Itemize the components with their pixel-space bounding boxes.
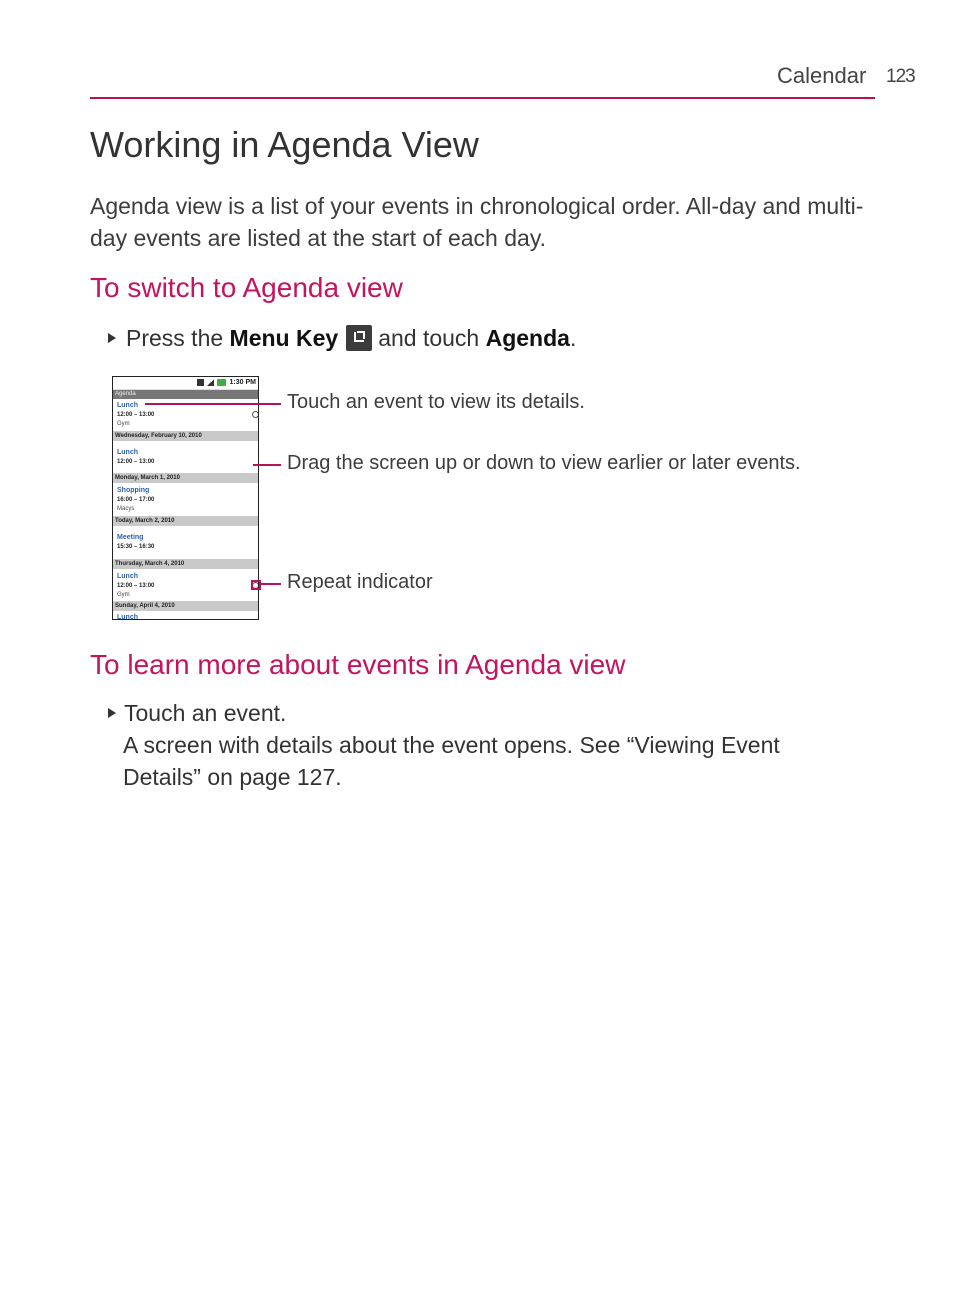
intro-paragraph: Agenda view is a list of your events in chronological order. All-day and multi-day events are listed at the start of each day.: [90, 193, 864, 251]
learn-heading: To learn more about events in Agenda view: [90, 649, 626, 680]
learn-detail-line2: Details” on page 127.: [123, 764, 342, 790]
event-title[interactable]: Lunch: [117, 449, 138, 456]
section-name: Calendar: [777, 63, 867, 88]
step-period: .: [569, 325, 577, 351]
step-press-text: Press the: [126, 325, 224, 351]
event-time: 12:00 – 13:00: [117, 459, 155, 465]
status-bar: [113, 377, 258, 390]
bullet-triangle-icon: [108, 708, 116, 718]
menu-key-label: Menu Key: [229, 325, 339, 351]
day-header: Monday, March 1, 2010: [113, 473, 258, 483]
event-time: 15:30 – 16:30: [117, 544, 155, 550]
step-and-touch-text: and touch: [378, 325, 480, 351]
day-header: Thursday, March 4, 2010: [113, 559, 258, 569]
event-title[interactable]: Meeting: [117, 534, 144, 541]
app-title: Agenda: [113, 390, 258, 399]
learn-step: Touch an event.: [124, 700, 287, 726]
day-header: Sunday, April 4, 2010: [113, 601, 258, 611]
bullet-triangle-icon: [108, 333, 116, 343]
callout-line-repeat: [259, 583, 281, 585]
event-title[interactable]: Lunch: [117, 402, 138, 409]
event-time: 16:00 – 17:00: [117, 497, 155, 503]
repeat-marker: [251, 580, 261, 590]
status-time: 1:30 PM: [229, 379, 256, 386]
event-location: Macys: [117, 506, 135, 512]
page-number: 123: [886, 66, 915, 87]
notification-icon: [197, 379, 204, 386]
event-title[interactable]: Lunch: [117, 614, 138, 620]
agenda-screenshot: [112, 376, 259, 620]
learn-detail-line1: A screen with details about the event opens. See “Viewing Event: [123, 732, 780, 758]
callout-line-touch: [145, 403, 281, 405]
event-title[interactable]: Lunch: [117, 573, 138, 580]
callout-repeat: Repeat indicator: [287, 571, 433, 593]
callout-line-drag: [253, 464, 281, 466]
day-header: Today, March 2, 2010: [113, 516, 258, 526]
page-title: Working in Agenda View: [90, 124, 479, 165]
event-title[interactable]: Shopping: [117, 487, 150, 494]
repeat-icon: [252, 411, 259, 418]
agenda-label: Agenda: [485, 325, 570, 351]
switch-step: [126, 325, 576, 352]
event-time: 12:00 – 13:00: [117, 412, 155, 418]
callout-drag: Drag the screen up or down to view earlier or later events.: [287, 452, 801, 474]
day-header: Wednesday, February 10, 2010: [113, 431, 258, 441]
battery-icon: [217, 379, 226, 386]
header-rule: [90, 97, 875, 99]
event-location: Gym: [117, 592, 130, 598]
callout-touch-event: Touch an event to view its details.: [287, 391, 585, 413]
signal-icon: [207, 379, 214, 386]
switch-heading: To switch to Agenda view: [90, 272, 403, 303]
event-time: 12:00 – 13:00: [117, 583, 155, 589]
event-location: Gym: [117, 421, 130, 427]
menu-key-icon: [346, 325, 372, 351]
